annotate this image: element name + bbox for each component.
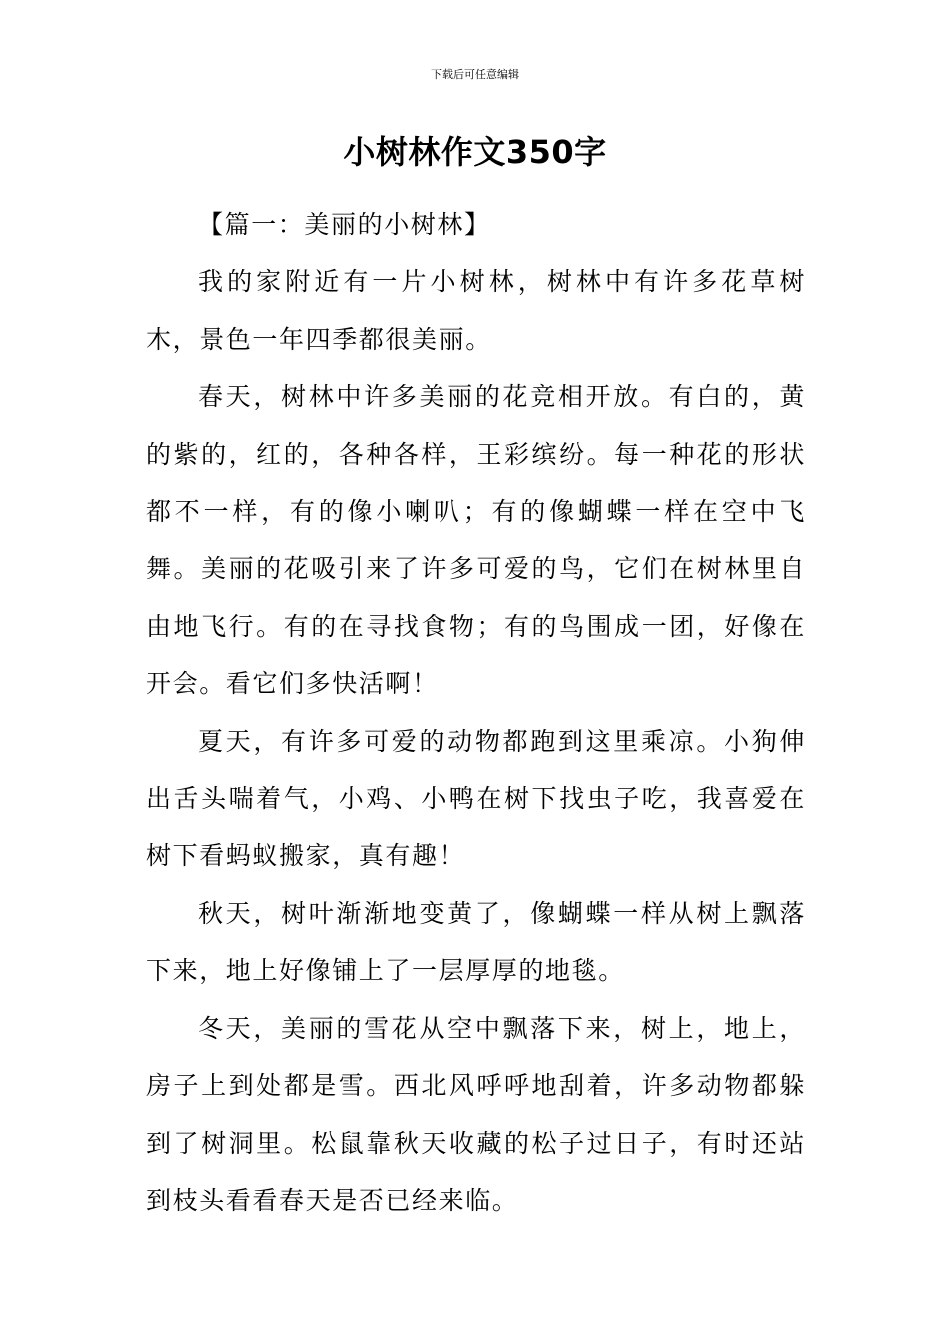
- paragraph-intro: 我的家附近有一片小树林，树林中有许多花草树木，景色一年四季都很美丽。: [146, 267, 806, 354]
- paragraph-winter: 冬天，美丽的雪花从空中飘落下来，树上，地上，房子上到处都是雪。西北风呼呼地刮着，许多动物都躲到了树洞里。松鼠靠秋天收藏的松子过日子，有时还站到枝头看看春天是否已经来临。: [146, 1013, 806, 1215]
- document-body: [146, 196, 806, 1229]
- paragraph-autumn: 秋天，树叶渐渐地变黄了，像蝴蝶一样从树上飘落下来，地上好像铺上了一层厚厚的地毯。: [146, 898, 806, 986]
- paragraph-summer: 夏天，有许多可爱的动物都跑到这里乘凉。小狗伸出舌头喘着气，小鸡、小鸭在树下找虫子吃，我喜爱在树下看蚂蚁搬家，真有趣！: [146, 726, 806, 871]
- paragraph-spring: 春天，树林中许多美丽的花竞相开放。有白的，黄的紫的，红的，各种各样，王彩缤纷。每一种花的形状都不一样，有的像小喇叭；有的像蝴蝶一样在空中飞舞。美丽的花吸引来了许多可爱的鸟，它们在树林里自由地飞行。有的在寻找食物；有的鸟围成一团，好像在开会。看它们多快活啊！: [146, 382, 806, 699]
- header-note: 下载后可任意编辑: [431, 68, 519, 81]
- page-title: 小树林作文350字: [343, 133, 607, 171]
- section-heading: 【篇一：美丽的小树林】: [198, 210, 491, 239]
